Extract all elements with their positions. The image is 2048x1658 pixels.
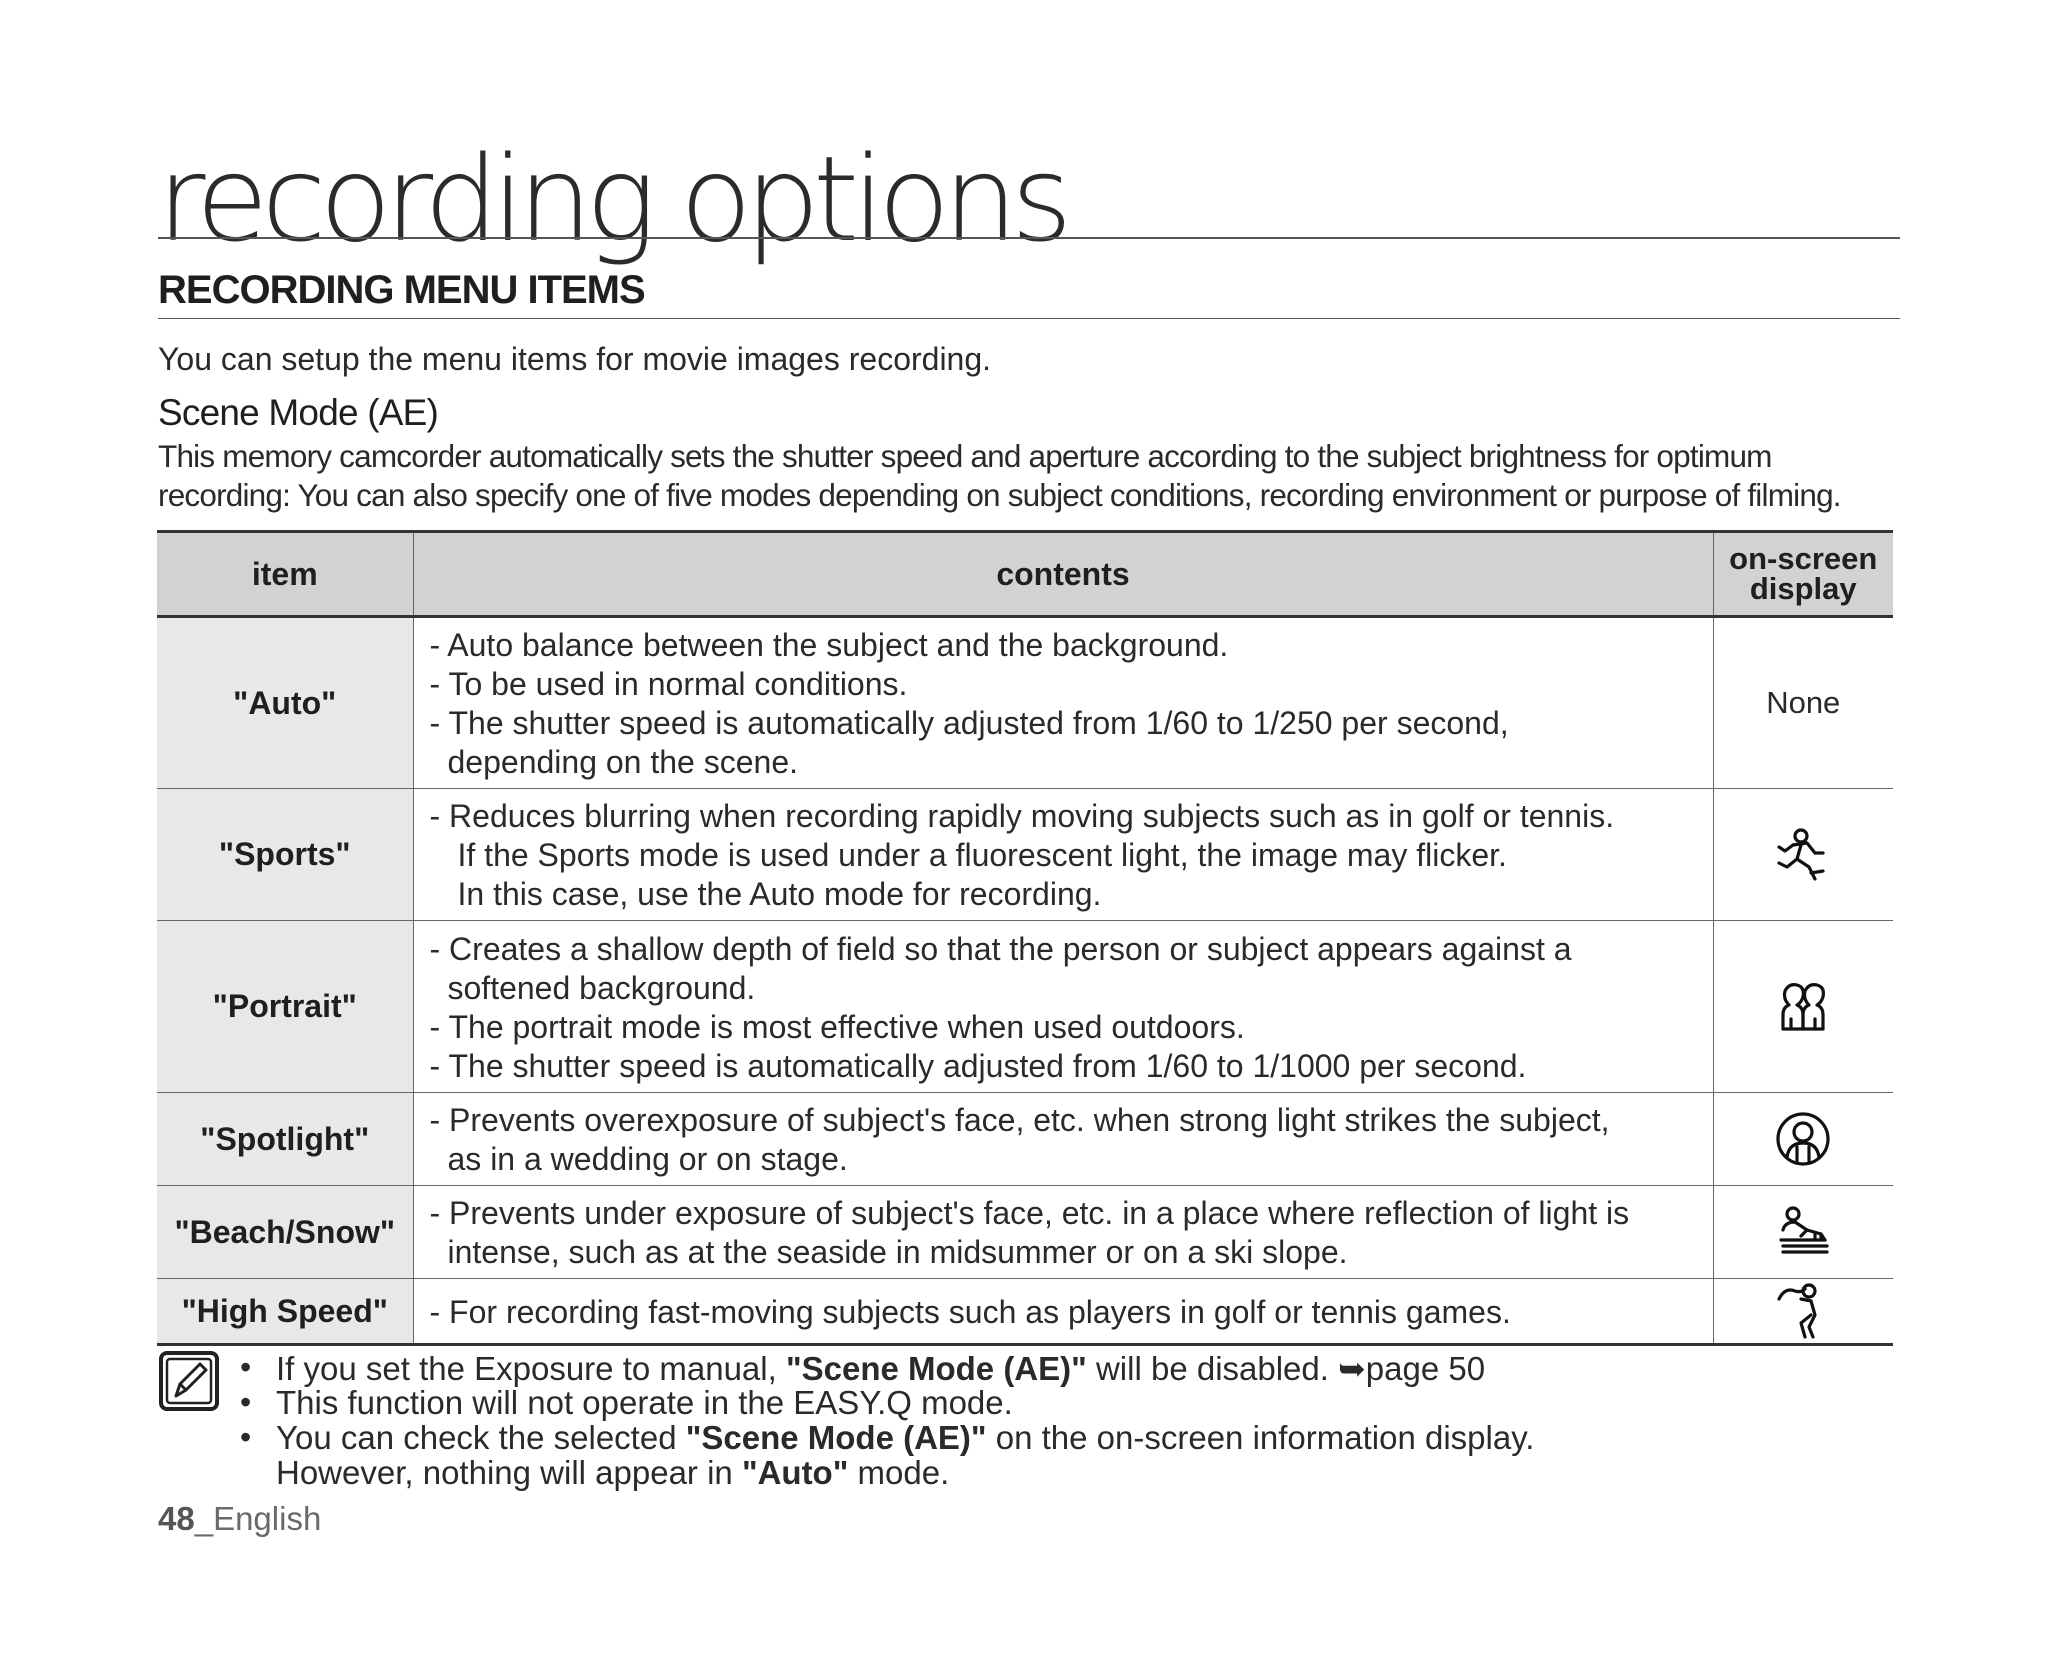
scene-mode-heading: Scene Mode (AE) — [158, 392, 439, 433]
content-line: In this case, use the Auto mode for recording. — [457, 876, 1102, 912]
note-text: However, nothing will appear in — [276, 1454, 742, 1491]
note-text: mode. — [848, 1454, 950, 1491]
content-line: - To be used in normal conditions. — [429, 666, 908, 702]
title-rule — [158, 237, 1900, 239]
content-line: - The shutter speed is automatically adjusted from 1/60 to 1/1000 per second. — [429, 1047, 1527, 1084]
item-cell: "Auto" — [157, 617, 413, 789]
high-speed-icon — [1771, 1279, 1835, 1343]
content-line: If the Sports mode is used under a fluorescent light, the image may flicker. — [457, 837, 1507, 873]
table-row — [157, 617, 1893, 789]
content-line: - Reduces blurring when recording rapidly moving subjects such as in golf or tennis. — [429, 798, 1615, 834]
osd-cell — [1713, 1186, 1893, 1279]
item-cell: "Beach/Snow" — [157, 1186, 413, 1279]
content-line: as in a wedding or on stage. — [447, 1141, 848, 1177]
osd-cell — [1713, 1279, 1893, 1345]
header-osd-line: on-screen — [1729, 541, 1878, 576]
osd-cell — [1713, 617, 1893, 789]
page-reference-link[interactable]: page 50 — [1365, 1350, 1486, 1387]
note-item — [276, 1349, 1485, 1388]
note-item-continuation — [276, 1454, 949, 1492]
note-item — [276, 1384, 1013, 1422]
content-line: - For recording fast-moving subjects such as players in golf or tennis games. — [429, 1293, 1511, 1330]
description-line: This memory camcorder automatically sets the shutter speed and aperture according to the subject brightness for optimum — [158, 438, 1772, 474]
header-osd-line: display — [1749, 571, 1857, 606]
osd-cell — [1713, 1093, 1893, 1186]
content-line: softened background. — [447, 969, 756, 1006]
header-item: item — [157, 532, 413, 617]
note-pencil-icon — [158, 1350, 220, 1412]
note-emphasis: "Auto" — [741, 1454, 849, 1491]
item-cell: "Sports" — [157, 789, 413, 921]
page-footer — [158, 1500, 321, 1538]
item-cell: "Portrait" — [157, 921, 413, 1093]
header-on-screen-display — [1713, 532, 1893, 617]
beach-snow-icon — [1771, 1200, 1835, 1264]
note-text: will be disabled. — [1086, 1350, 1339, 1387]
table-header-row — [157, 532, 1893, 617]
table-row — [157, 1279, 1893, 1345]
note-text: If you set the Exposure to manual, — [276, 1350, 786, 1387]
content-line: - Prevents overexposure of subject's face, etc. when strong light strikes the subject, — [429, 1102, 1610, 1138]
item-cell: "Spotlight" — [157, 1093, 413, 1186]
osd-cell — [1713, 921, 1893, 1093]
contents-cell — [413, 617, 1713, 789]
note-item — [276, 1419, 1534, 1457]
note-bullet: • — [240, 1349, 252, 1385]
note-bullet: • — [240, 1419, 252, 1455]
portrait-icon — [1771, 975, 1835, 1039]
content-line: - Auto balance between the subject and the background. — [429, 627, 1229, 663]
note-text: on the on-screen information display. — [986, 1419, 1535, 1456]
table-row — [157, 921, 1893, 1093]
description-line: recording: You can also specify one of five modes depending on subject conditions, recording environment or purpose of filming. — [158, 477, 1841, 513]
contents-cell — [413, 1186, 1713, 1279]
page-title: recording options — [157, 130, 1066, 268]
table-row — [157, 1093, 1893, 1186]
contents-cell — [413, 1279, 1713, 1345]
osd-cell — [1713, 789, 1893, 921]
table-row — [157, 1186, 1893, 1279]
note-text: This function will not operate in the EASY.Q mode. — [276, 1384, 1013, 1421]
arrow-icon: ➥ — [1338, 1350, 1366, 1387]
header-contents: contents — [413, 532, 1713, 617]
note-text: You can check the selected — [276, 1419, 686, 1456]
content-line: intense, such as at the seaside in midsummer or on a ski slope. — [447, 1234, 1348, 1270]
page-number: 48 — [158, 1500, 195, 1537]
content-line: - Prevents under exposure of subject's face, etc. in a place where reflection of light is — [429, 1195, 1630, 1231]
content-line: - Creates a shallow depth of field so that the person or subject appears against a — [429, 930, 1572, 967]
scene-mode-table — [157, 530, 1893, 1346]
note-bullet: • — [240, 1384, 252, 1420]
footer-language: _English — [194, 1500, 322, 1537]
content-line: - The shutter speed is automatically adjusted from 1/60 to 1/250 per second, — [429, 705, 1509, 741]
content-line: - The portrait mode is most effective when used outdoors. — [429, 1008, 1245, 1045]
spotlight-icon — [1771, 1107, 1835, 1171]
content-line: depending on the scene. — [447, 744, 799, 780]
contents-cell — [413, 789, 1713, 921]
section-rule — [158, 318, 1900, 319]
section-heading: RECORDING MENU ITEMS — [158, 268, 645, 312]
contents-cell — [413, 921, 1713, 1093]
osd-none-text: None — [1766, 685, 1841, 720]
item-cell: "High Speed" — [157, 1279, 413, 1345]
sports-icon — [1771, 823, 1835, 887]
contents-cell — [413, 1093, 1713, 1186]
note-emphasis: "Scene Mode (AE)" — [785, 1350, 1087, 1387]
note-emphasis: "Scene Mode (AE)" — [685, 1419, 987, 1456]
table-row — [157, 789, 1893, 921]
intro-text: You can setup the menu items for movie images recording. — [158, 341, 992, 377]
